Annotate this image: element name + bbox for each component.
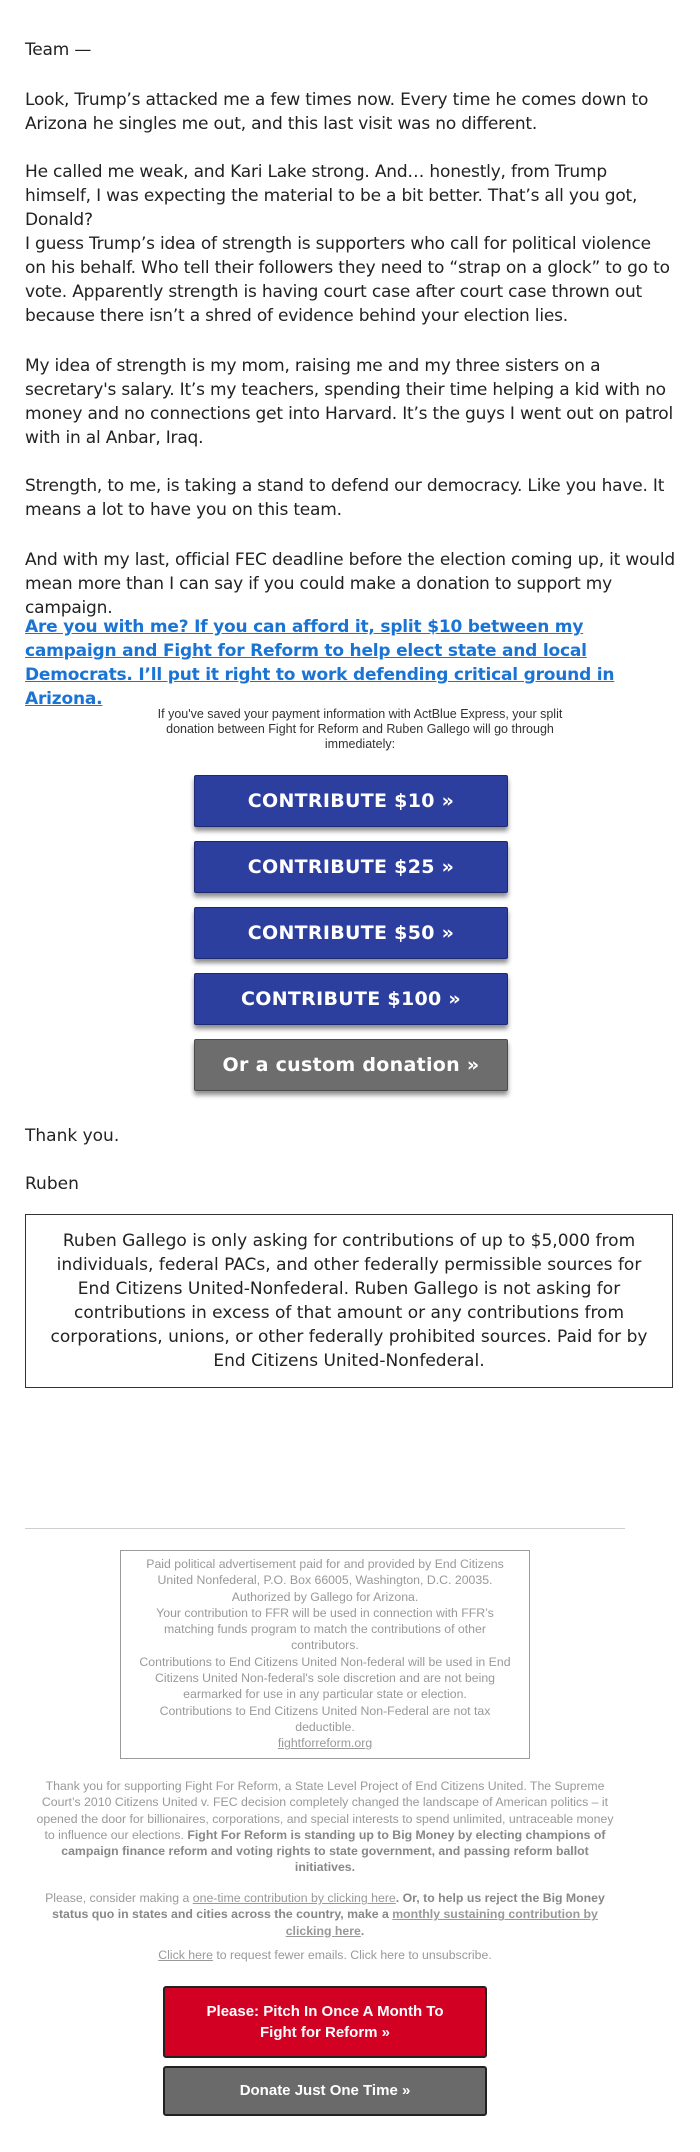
about-text: Thank you for supporting Fight For Reform, a State Level Project of End Citizens United. The Supreme Court’s 2010 Citizens United v. FEC decision completely changed the landscape of American politics – it opened the door for billionaires, corporations, and special interests to spend unlimited, untraceable money to influence our elections. [36,1779,614,1842]
contribute-10-button[interactable]: CONTRIBUTE $10 » [194,775,508,827]
about-paragraph [35,1778,615,1876]
contribute-100-button[interactable]: CONTRIBUTE $100 » [194,973,508,1025]
consider-bold-suffix: . [360,1923,365,1938]
custom-donation-button[interactable]: Or a custom donation » [194,1039,508,1091]
fightforreform-link[interactable]: fightforreform.org [277,1736,373,1751]
contribute-25-button[interactable]: CONTRIBUTE $25 » [194,841,508,893]
paragraph-6: And with my last, official FEC deadline before the election coming up, it would mean more than I can say if you could make a donation to support my campaign. [25,550,675,618]
one-time-donation-button[interactable]: Donate Just One Time » [163,2066,487,2116]
paragraph-1: Look, Trump’s attacked me a few times now. Every time he comes down to Arizona he singles me out, and this last visit was no different. [25,90,649,134]
greeting: Team — [25,40,92,60]
consider-bold-prefix: . Or, to help us reject the Big Money status quo in states and cities across the country, make a [52,1891,605,1922]
actblue-express-note: If you've saved your payment information with ActBlue Express, your split donation between Fight for Reform and Ruben Gallego will go through immediately: [157,707,563,751]
about-bold-text: Fight For Reform is standing up to Big Money by electing champions of campaign finance reform and voting rights to state government, and passing reform ballot initiatives. [61,1827,606,1875]
paragraph-4: My idea of strength is my mom, raising me and my three sisters on a secretary's salary. It’s my teachers, spending their time helping a kid with no money and no connections get into Harvard. It’s the guys I went out on patrol with in al Anbar, Iraq. [25,356,673,448]
contribute-50-button[interactable]: CONTRIBUTE $50 » [194,907,508,959]
monthly-donation-button[interactable]: Please: Pitch In Once A Month To Fight for Reform » [163,1986,487,2058]
consider-prefix: Please, consider making a [45,1891,193,1905]
monthly-contribution-link[interactable]: monthly sustaining contribution by clicking here [285,1907,598,1938]
donate-ask-link[interactable]: Are you with me? If you can afford it, split $10 between my campaign and Fight for Reform to help elect state and local Democrats. I’ll put it right to work defending critical ground in Arizona. [25,617,615,709]
disclaimer-box: Ruben Gallego is only asking for contributions of up to $5,000 from individuals, federal PACs, and other federally permissible sources for End Citizens United-Nonfederal. Ruben Gallego is not asking for contributions in excess of that amount or any contributions from corporations, unions, or other federally prohibited sources. Paid for by End Citizens United-Nonfederal. [25,1214,673,1388]
matching-funds-line: Your contribution to FFR will be used in connection with FFR’s matching funds program to match the contributions of other contributors. [156,1605,494,1653]
earmark-line: Contributions to End Citizens United Non-federal will be used in End Citizens United Non-federal's sole discretion and are not being earmarked for use in any particular state or election. [139,1654,511,1702]
one-time-contribution-link[interactable]: one-time contribution by clicking here [192,1891,396,1905]
paid-for-box [120,1550,530,1759]
paragraph-5: Strength, to me, is taking a stand to defend our democracy. Like you have. It means a lot to have you on this team. [25,476,665,520]
signature: Ruben [25,1174,79,1194]
fewer-emails-text: to request fewer emails. Click here to unsubscribe. [212,1948,492,1962]
paid-for-line: Paid political advertisement paid for and provided by End Citizens United Nonfederal, P.O. Box 66005, Washington, D.C. 20035. Authorized by Gallego for Arizona. [146,1557,504,1604]
closing-thanks: Thank you. [25,1126,120,1146]
paragraph-2: He called me weak, and Kari Lake strong. And… honestly, from Trump himself, I was expecting the material to be a bit better. That’s all you got, Donald? [25,162,638,230]
fewer-emails-link[interactable]: Click here [158,1948,213,1962]
consider-paragraph [35,1890,615,1939]
tax-line: Contributions to End Citizens United Non-Federal are not tax deductible. [159,1703,491,1734]
footer-divider [25,1528,625,1529]
fewer-emails-line [35,1947,615,1963]
paragraph-3: I guess Trump’s idea of strength is supporters who call for political violence on his behalf. Who tell their followers they need to “strap on a glock” to go to vote. Apparently strength is having court case after court case thrown out because there isn’t a shred of evidence behind your election lies. [25,234,670,326]
